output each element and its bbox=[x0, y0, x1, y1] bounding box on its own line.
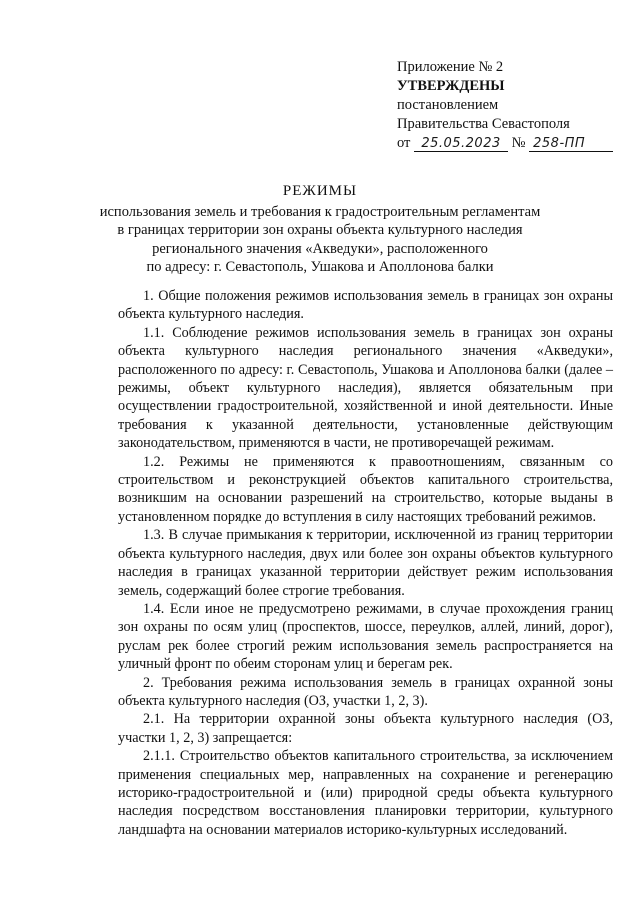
handwritten-date: 25.05.2023 bbox=[414, 136, 508, 152]
paragraph-1-3: 1.3. В случае примыкания к территории, исключенной из границ территории объекта культурного наследия, двух или более зон охраны объектов культурного наследия в границах указанной территории действует режим использования земель, содержащий более строгие требования. bbox=[118, 527, 613, 599]
title-line: регионального значения «Акведуки», расположенного bbox=[152, 240, 488, 257]
paragraph-1-4: 1.4. Если иное не предусмотрено режимами, в случае прохождения границ зон охраны по осям улиц (проспектов, шоссе, переулков, аллей, линий, дорог), руслам рек более строгий режим использования земель распространяется на уличный фронт по обеим сторонам улиц и берегам рек. bbox=[118, 600, 613, 673]
from-label: от bbox=[397, 135, 411, 151]
approved-label: УТВЕРЖДЕНЫ bbox=[397, 78, 505, 94]
paragraph-2: 2. Требования режима использования земель в границах охранной зоны объекта культурного наследия (ОЗ, участки 1, 2, 3). bbox=[118, 674, 613, 709]
paragraph-1-1: 1.1. Соблюдение режимов использования земель в границах зон охраны объекта культурного наследия регионального значения «Акведуки», расположенного по адресу: г. Севастополь, Ушакова и Аполлонова балки (далее – режимы, объект культурного наследия), является обязательным при осуществлении градостроительной, хозяйственной и иной деятельности. Иные требования к указанной деятельности, установленные действующим законодательством, применяются в части, не противоречащей режимам. bbox=[118, 324, 613, 452]
decree-label: постановлением bbox=[397, 97, 499, 113]
paragraph-1: 1. Общие положения режимов использования земель в границах зон охраны объекта культурного наследия. bbox=[118, 288, 613, 323]
appendix-label: Приложение № 2 bbox=[397, 59, 504, 75]
document-title bbox=[90, 182, 550, 277]
number-label: № bbox=[511, 135, 526, 151]
date-number-line bbox=[397, 134, 617, 153]
approval-block bbox=[397, 58, 617, 153]
title-line: использования земель и требования к градостроительным регламентам bbox=[99, 203, 541, 220]
title-heading: РЕЖИМЫ bbox=[282, 183, 358, 199]
government-label: Правительства Севастополя bbox=[397, 116, 570, 132]
paragraph-2-1: 2.1. На территории охранной зоны объекта культурного наследия (ОЗ, участки 1, 2, 3) запрещается: bbox=[118, 711, 613, 746]
handwritten-number: 258-ПП bbox=[529, 136, 613, 152]
paragraph-1-2: 1.2. Режимы не применяются к правоотношениям, связанным со строительством и реконструкцией объектов капитального строительства, возникшим на основании разрешений на строительство, которые выданы в установленном порядке до вступления в силу настоящих требований режимов. bbox=[118, 453, 613, 525]
paragraph-2-1-1: 2.1.1. Строительство объектов капитального строительства, за исключением применения специальных мер, направленных на сохранение и регенерацию историко-градостроительной и (или) природной среды объекта культурного наследия посредством восстановления планировки территории, культурного ландшафта на основании материалов историко-культурных исследований. bbox=[118, 748, 613, 838]
title-line: по адресу: г. Севастополь, Ушакова и Аполлонова балки bbox=[146, 259, 494, 275]
title-line: в границах территории зон охраны объекта культурного наследия bbox=[117, 222, 523, 238]
document-body bbox=[118, 287, 613, 839]
